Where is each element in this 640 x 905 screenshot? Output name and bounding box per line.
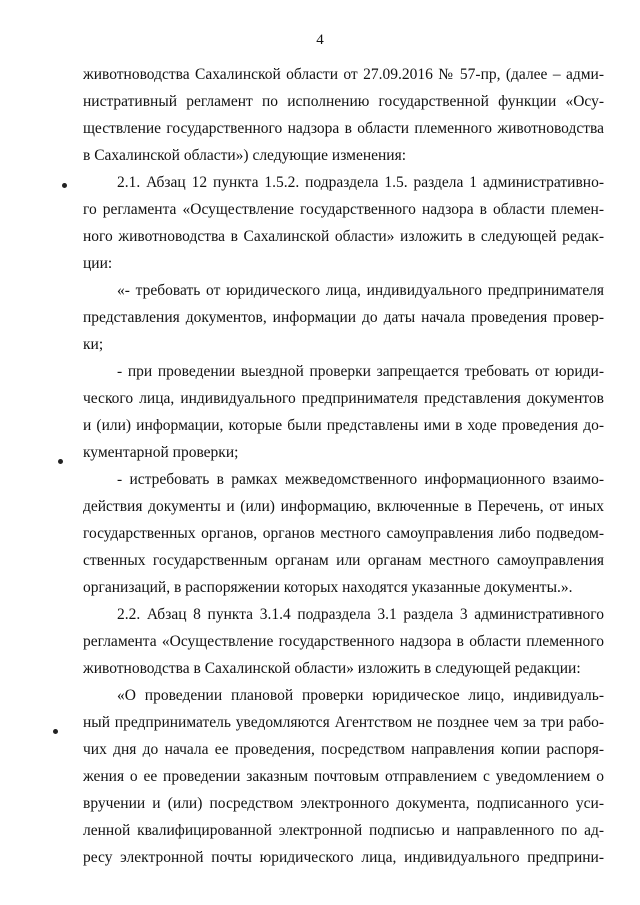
text-line: ного животноводства в Сахалинской области» изложить в следующей редак- — [83, 228, 604, 245]
scan-speck — [58, 459, 63, 464]
text-line: представления документов, информации до даты начала проведения провер- — [83, 309, 604, 326]
text-line: и (или) информации, которые были представлены ими в ходе проведения до- — [83, 417, 604, 434]
page-number: 4 — [316, 32, 324, 48]
scan-speck — [62, 183, 67, 188]
scan-speck — [53, 729, 58, 734]
text-line: регламента «Осуществление государственного надзора в области племенного — [83, 633, 604, 650]
text-line: ственных государственным органам или органам местного самоуправления — [83, 552, 604, 569]
text-line: ческого лица, индивидуального предпринимателя представления документов — [83, 390, 604, 407]
text-line: нистративный регламент по исполнению государственной функции «Осу- — [83, 93, 604, 110]
text-line: в Сахалинской области») следующие изменения: — [83, 147, 407, 164]
text-line: ки; — [83, 336, 104, 353]
text-line: организаций, в распоряжении которых находятся указанные документы.». — [83, 579, 573, 596]
text-line: жения о ее проведении заказным почтовым отправлением с уведомлением о — [83, 768, 604, 785]
text-line: го регламента «Осуществление государственного надзора в области племен- — [83, 201, 604, 218]
text-line: чих дня до начала ее проведения, посредством направления копии распоря- — [83, 741, 604, 758]
text-line: - истребовать в рамках межведомственного информационного взаимо- — [117, 471, 604, 488]
text-line: - при проведении выездной проверки запрещается требовать от юриди- — [117, 363, 604, 380]
text-line: действия документы и (или) информацию, включенные в Перечень, от иных — [83, 498, 604, 515]
text-line: кументарной проверки; — [83, 444, 239, 461]
text-line: ленной квалифицированной электронной подписью и направленного по ад- — [83, 822, 604, 839]
text-line: животноводства Сахалинской области от 27.09.2016 № 57-пр, (далее – адми- — [83, 66, 604, 83]
text-line: 2.2. Абзац 8 пункта 3.1.4 подраздела 3.1 раздела 3 административного — [117, 606, 604, 623]
text-line: «- требовать от юридического лица, индивидуального предпринимателя — [117, 282, 604, 299]
text-line: ный предприниматель уведомляются Агентством не позднее чем за три рабо- — [83, 714, 604, 731]
text-line: 2.1. Абзац 12 пункта 1.5.2. подраздела 1.5. раздела 1 административно- — [117, 174, 604, 191]
text-line: ции: — [83, 255, 113, 272]
text-line: «О проведении плановой проверки юридическое лицо, индивидуаль- — [117, 687, 604, 704]
text-line: государственных органов, органов местного самоуправления либо подведом- — [83, 525, 604, 542]
text-line: вручении и (или) посредством электронного документа, подписанного уси- — [83, 795, 604, 812]
text-line: ресу электронной почты юридического лица, индивидуального предприни- — [83, 849, 604, 866]
text-line: ществление государственного надзора в области племенного животноводства — [83, 120, 604, 137]
text-line: животноводства в Сахалинской области» изложить в следующей редакции: — [83, 660, 581, 677]
